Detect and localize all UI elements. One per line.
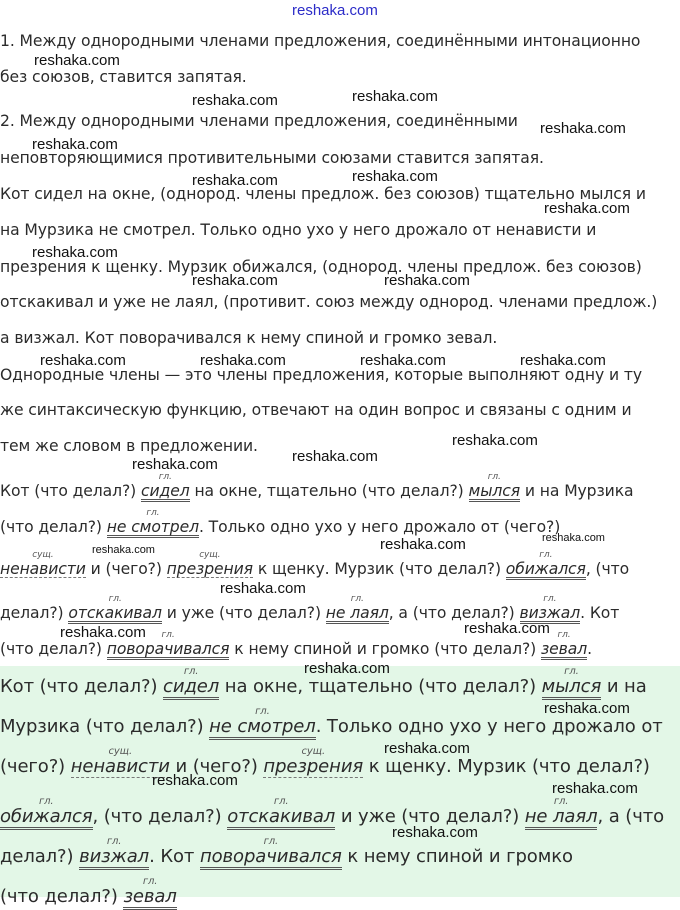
object-nenavisti xyxy=(0,550,86,578)
word: не лаял xyxy=(524,806,598,827)
word: мылся xyxy=(541,676,602,697)
verb-label: гл. xyxy=(183,666,199,677)
verb-label: гл. xyxy=(263,836,279,847)
verb-label: гл. xyxy=(487,472,501,482)
answer-predicate-zeval xyxy=(123,876,177,910)
noun-label: сущ. xyxy=(199,550,221,560)
watermark: reshaka.com xyxy=(40,352,126,369)
parsed-line-1 xyxy=(0,472,634,502)
watermark: reshaka.com xyxy=(152,772,238,789)
text-segment: и на Мурзика xyxy=(524,482,634,500)
verb-label: гл. xyxy=(273,796,289,807)
text-segment: (чего?) xyxy=(0,756,66,777)
watermark: reshaka.com xyxy=(200,352,286,369)
site-header-watermark[interactable]: reshaka.com xyxy=(292,2,378,19)
text-segment: к нему спиной и громко (что делал?) xyxy=(234,640,537,658)
answer-line-6 xyxy=(0,876,177,910)
word: не лаял xyxy=(325,604,389,622)
word: сидел xyxy=(163,676,220,697)
watermark: reshaka.com xyxy=(540,120,626,137)
watermark: reshaka.com xyxy=(32,136,118,153)
text-segment: . Кот xyxy=(580,604,620,622)
watermark: reshaka.com xyxy=(32,244,118,261)
predicate-obizhalsya xyxy=(505,550,586,580)
answer-line-4 xyxy=(0,796,665,830)
word: не смотрел xyxy=(209,716,316,737)
verb-label: гл. xyxy=(38,796,54,807)
word: презрения xyxy=(263,756,364,777)
analysis-line-3: презрения к щенку. Мурзик обижался, (однород. члены предлож. без союзов) xyxy=(0,258,642,276)
text-segment: Мурзика (что делал?) xyxy=(0,716,204,737)
word: поворачивался xyxy=(106,640,230,658)
answer-predicate-ne-layal xyxy=(524,796,598,830)
answer-predicate-mylsya xyxy=(541,666,602,700)
predicate-zeval xyxy=(540,630,588,660)
watermark: reshaka.com xyxy=(360,352,446,369)
answer-predicate-ne-smotrel xyxy=(209,706,316,740)
rule-2-line-1: 2. Между однородными членами предложения, соединёнными xyxy=(0,112,518,130)
text-segment: . Только одно ухо у него дрожало от xyxy=(315,716,663,737)
text-segment: на окне, тщательно (что делал?) xyxy=(194,482,464,500)
word: обижался xyxy=(0,806,93,827)
rule-1-line-1: 1. Между однородными членами предложения, соединёнными интонационно xyxy=(0,32,641,50)
word: зевал xyxy=(540,640,588,658)
analysis-line-2: на Мурзика не смотрел. Только одно ухо у него дрожало от ненависти и xyxy=(0,221,597,239)
word: презрения xyxy=(166,560,253,578)
text-segment: и на xyxy=(606,676,647,697)
watermark: reshaka.com xyxy=(220,580,306,597)
text-segment: Кот (что делал?) xyxy=(0,482,137,500)
word: поворачивался xyxy=(199,846,342,867)
watermark: reshaka.com xyxy=(304,660,390,677)
text-segment: (что делал?) xyxy=(0,640,102,658)
watermark: reshaka.com xyxy=(520,352,606,369)
verb-label: гл. xyxy=(106,836,122,847)
noun-label: сущ. xyxy=(32,550,54,560)
text-segment: , (что xyxy=(585,560,630,578)
definition-line-1: Однородные члены — это члены предложения, которые выполняют одну и ту xyxy=(0,366,642,384)
verb-label: гл. xyxy=(553,796,569,807)
word: сидел xyxy=(141,482,190,500)
answer-predicate-povorachivalsya xyxy=(199,836,342,870)
word: визжал xyxy=(79,846,150,867)
text-segment: , (что делал?) xyxy=(92,806,222,827)
predicate-sidel xyxy=(141,472,190,502)
word: визжал xyxy=(519,604,581,622)
text-segment: . Кот xyxy=(149,846,195,867)
rule-2-line-2: неповторяющимися противительными союзами ставится запятая. xyxy=(0,149,544,167)
predicate-otskakival xyxy=(68,594,162,624)
predicate-ne-smotrel xyxy=(106,508,199,538)
definition-line-3: тем же словом в предложении. xyxy=(0,437,258,455)
rule-1-line-2: без союзов, ставится запятая. xyxy=(0,68,247,86)
word: не смотрел xyxy=(106,518,199,536)
answer-predicate-sidel xyxy=(163,666,220,700)
watermark: reshaka.com xyxy=(544,200,630,217)
word: отскакивал xyxy=(68,604,162,622)
text-segment: делал?) xyxy=(0,846,74,867)
verb-label: гл. xyxy=(108,594,122,604)
watermark: reshaka.com xyxy=(384,272,470,289)
text-segment: и уже (что делал?) xyxy=(166,604,321,622)
text-segment: (что делал?) xyxy=(0,518,102,536)
watermark: reshaka.com xyxy=(192,92,278,109)
verb-label: гл. xyxy=(564,666,579,677)
text-segment: и (чего?) xyxy=(90,560,162,578)
verb-label: гл. xyxy=(161,630,175,640)
text-segment: и (чего?) xyxy=(175,756,258,777)
parsed-line-2 xyxy=(0,508,561,538)
analysis-line-4: отскакивал и уже не лаял, (противит. союз между однород. членами предлож.) xyxy=(0,293,658,311)
watermark: reshaka.com xyxy=(352,168,438,185)
watermark: reshaka.com xyxy=(92,544,155,556)
watermark: reshaka.com xyxy=(464,620,550,637)
text-segment: . xyxy=(587,640,592,658)
watermark: reshaka.com xyxy=(292,448,378,465)
noun-label: сущ. xyxy=(301,746,326,757)
text-segment: делал?) xyxy=(0,604,64,622)
text-segment: . Только одно ухо у него дрожало от (чего?) xyxy=(198,518,561,536)
word: мылся xyxy=(468,482,521,500)
watermark: reshaka.com xyxy=(192,172,278,189)
verb-label: гл. xyxy=(557,630,571,640)
word: обижался xyxy=(505,560,586,578)
noun-label: сущ. xyxy=(108,746,133,757)
watermark: reshaka.com xyxy=(192,272,278,289)
text-segment: (что делал?) xyxy=(0,886,118,907)
verb-label: гл. xyxy=(255,706,270,717)
watermark: reshaka.com xyxy=(552,780,638,797)
word: отскакивал xyxy=(227,806,336,827)
watermark: reshaka.com xyxy=(60,624,146,641)
verb-label: гл. xyxy=(146,508,160,518)
watermark: reshaka.com xyxy=(352,88,438,105)
text-segment: к щенку. Мурзик (что делал?) xyxy=(257,560,501,578)
predicate-ne-layal xyxy=(325,594,389,624)
answer-predicate-otskakival xyxy=(227,796,336,830)
predicate-mylsya xyxy=(468,472,521,502)
watermark: reshaka.com xyxy=(384,740,470,757)
definition-line-2: же синтаксическую функцию, отвечают на один вопрос и связаны с одним и xyxy=(0,401,632,419)
text-segment: Кот (что делал?) xyxy=(0,676,158,697)
watermark: reshaka.com xyxy=(392,824,478,841)
watermark: reshaka.com xyxy=(542,532,605,544)
answer-predicate-obizhalsya xyxy=(0,796,93,830)
watermark: reshaka.com xyxy=(452,432,538,449)
word: ненависти xyxy=(70,756,170,777)
watermark: reshaka.com xyxy=(380,536,466,553)
analysis-line-5: а визжал. Кот поворачивался к нему спиной и громко зевал. xyxy=(0,329,498,347)
verb-label: гл. xyxy=(158,472,172,482)
word: ненависти xyxy=(0,560,86,578)
verb-label: гл. xyxy=(543,594,557,604)
answer-object-prezreniya xyxy=(263,746,364,778)
text-segment: и уже (что делал?) xyxy=(340,806,520,827)
text-segment: , а (что делал?) xyxy=(388,604,515,622)
watermark: reshaka.com xyxy=(544,700,630,717)
text-segment: к щенку. Мурзик (что делал?) xyxy=(368,756,650,777)
watermark: reshaka.com xyxy=(34,52,120,69)
answer-line-5 xyxy=(0,836,573,870)
predicate-povorachivalsya xyxy=(106,630,230,660)
watermark: reshaka.com xyxy=(132,456,218,473)
text-segment: на окне, тщательно (что делал?) xyxy=(224,676,537,697)
object-prezreniya xyxy=(166,550,253,578)
verb-label: гл. xyxy=(539,550,553,560)
answer-predicate-vizzhal xyxy=(79,836,150,870)
word: зевал xyxy=(123,886,177,907)
verb-label: гл. xyxy=(142,876,158,887)
text-segment: , а (что xyxy=(597,806,665,827)
verb-label: гл. xyxy=(350,594,364,604)
analysis-line-1: Кот сидел на окне, (однород. члены предлож. без союзов) тщательно мылся и xyxy=(0,185,646,203)
text-segment: к нему спиной и громко xyxy=(347,846,573,867)
